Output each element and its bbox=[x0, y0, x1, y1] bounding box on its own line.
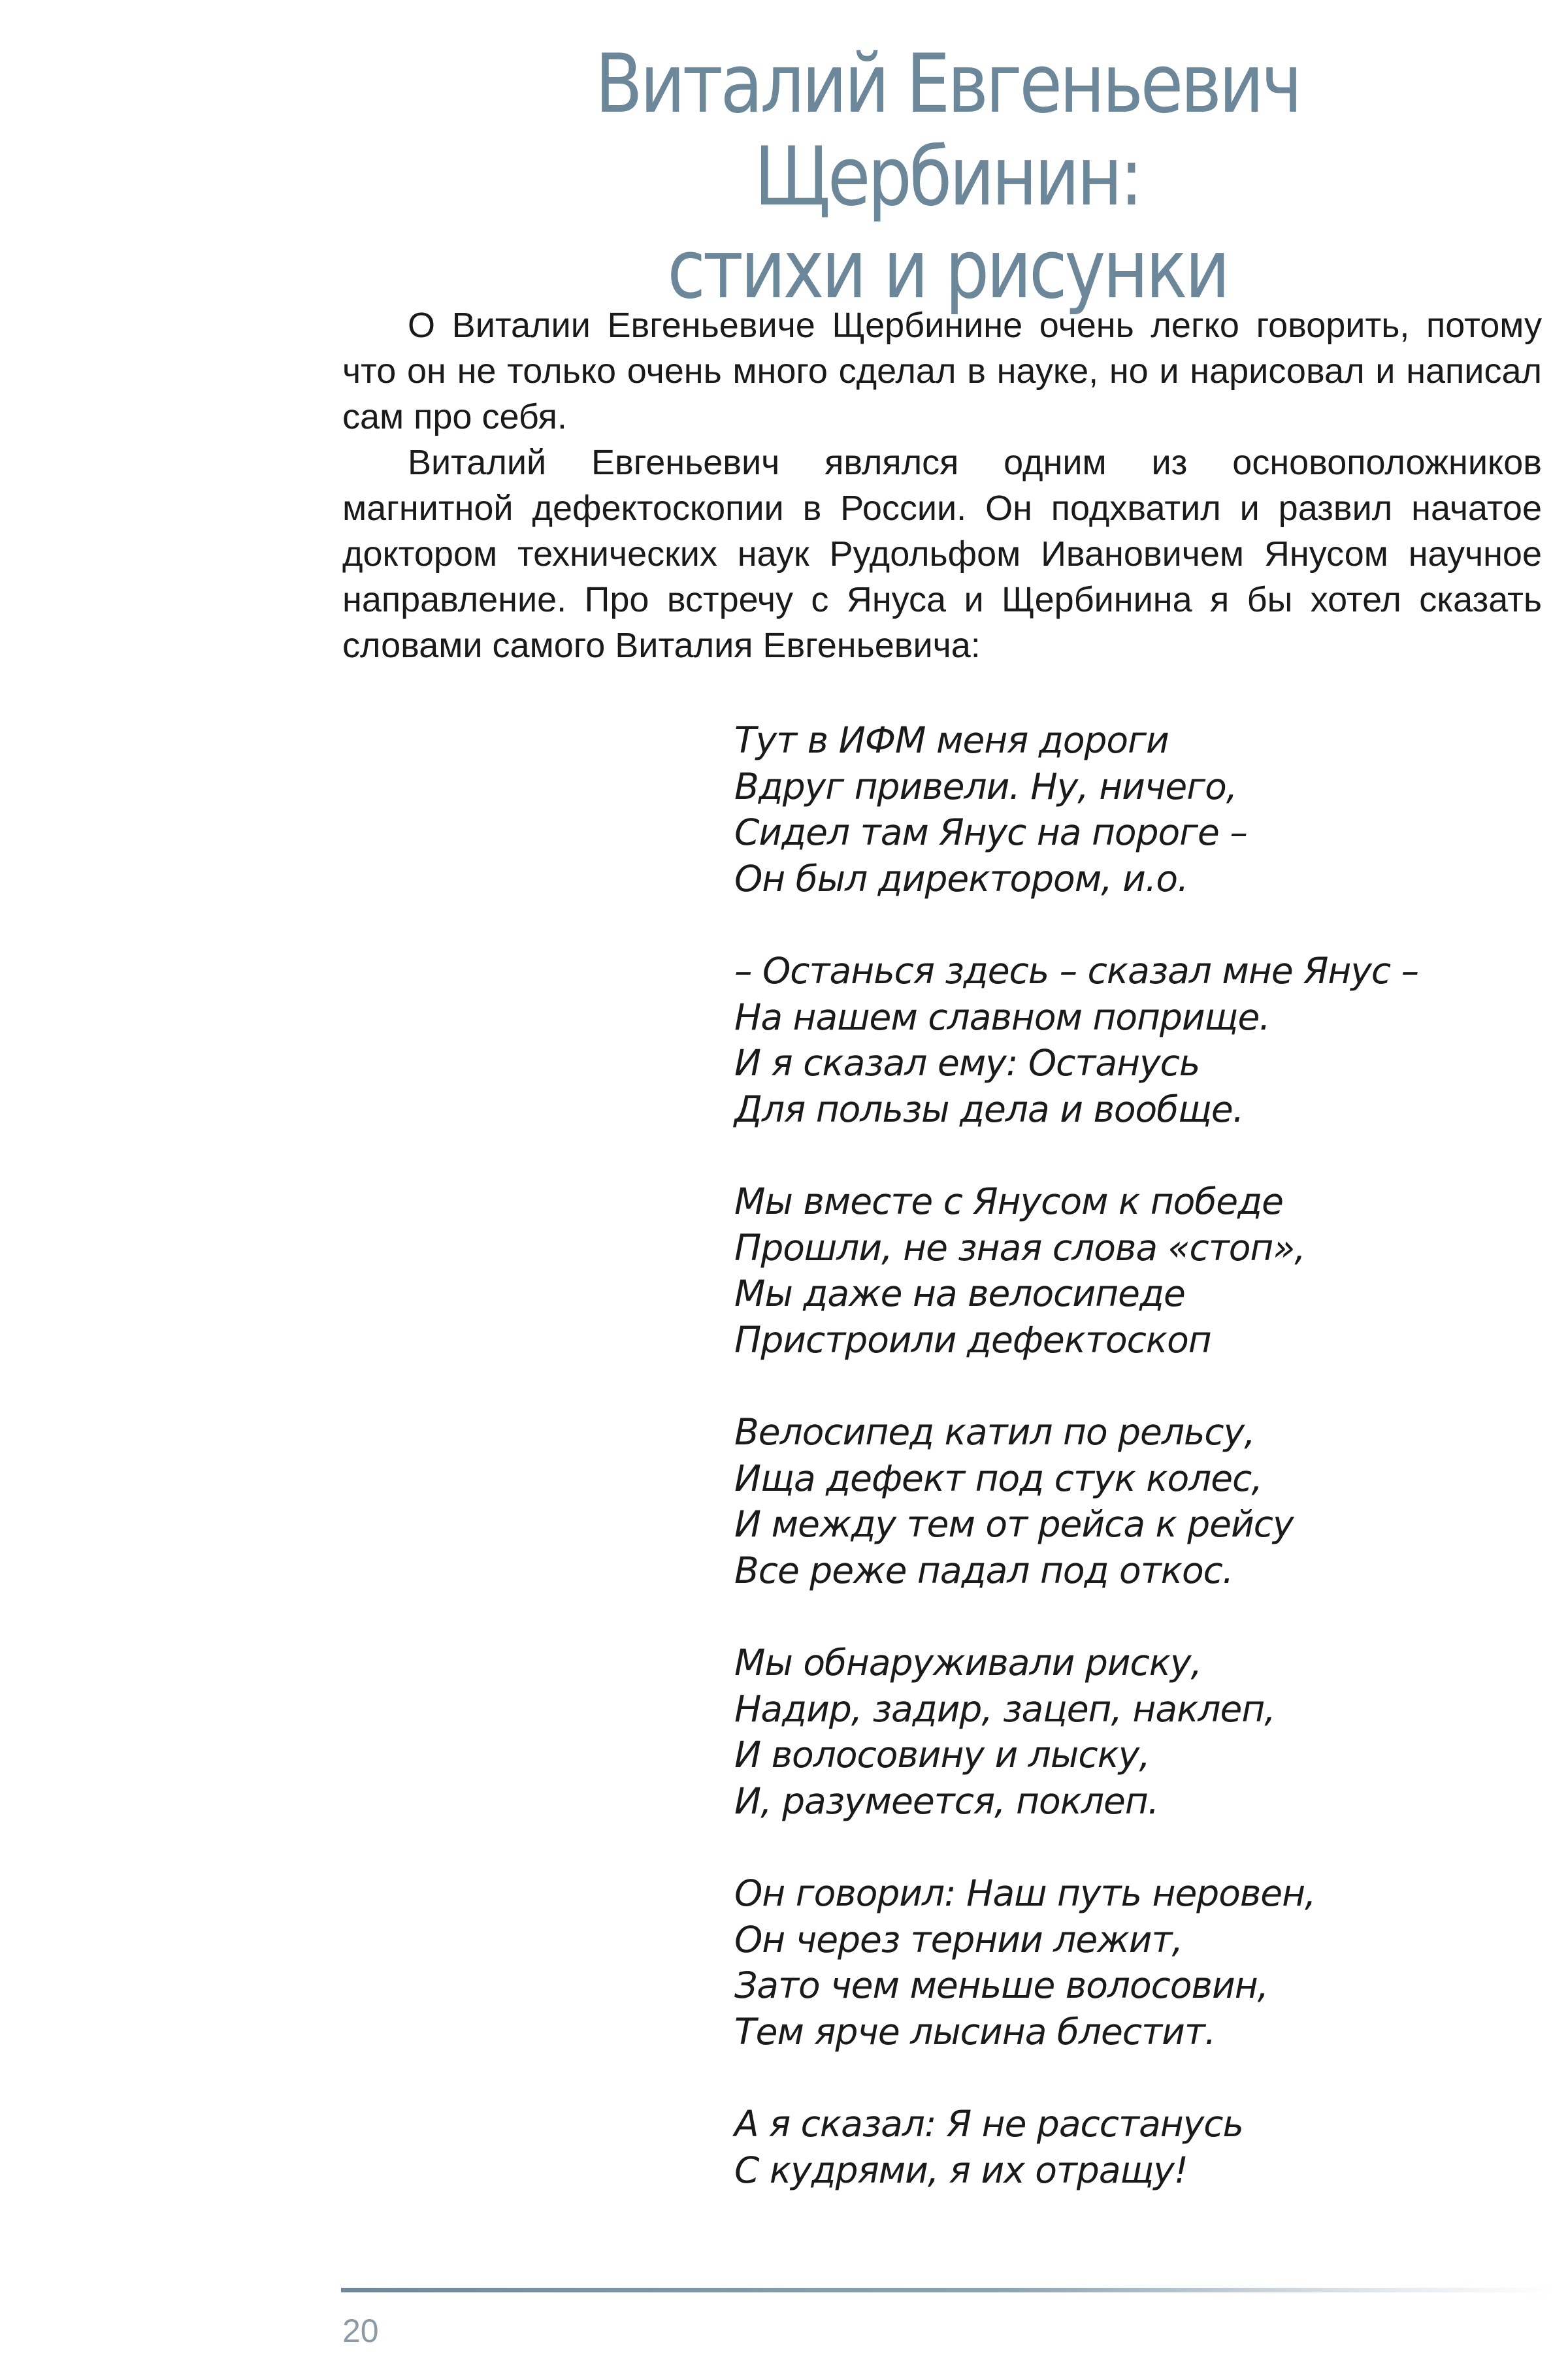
poem-line: Он был директором, и.о. bbox=[734, 857, 1188, 900]
poem-line: Он говорил: Наш путь неровен, bbox=[734, 1872, 1316, 1914]
poem-line: Тем ярче лысина блестит. bbox=[734, 2010, 1216, 2053]
poem-line: И, разумеется, поклеп. bbox=[734, 1780, 1159, 1822]
footer-divider bbox=[341, 2288, 1556, 2292]
poem-line: Мы вместе с Янусом к победе bbox=[734, 1180, 1283, 1222]
poem-line: Тут в ИФМ меня дороги bbox=[734, 719, 1169, 761]
poem-line: На нашем славном поприще. bbox=[734, 996, 1270, 1038]
poem-line: Для пользы дела и вообще. bbox=[734, 1088, 1244, 1130]
poem-line: Он через тернии лежит, bbox=[734, 1918, 1183, 1960]
poem-stanza bbox=[734, 1409, 1544, 1593]
poem-stanza bbox=[734, 2101, 1544, 2193]
page-number: 20 bbox=[342, 2313, 379, 2349]
intro-paragraph-2: Виталий Евгеньевич являлся одним из основоположников магнитной дефектоскопии в России. Он подхватил и развил начатое доктором технических наук Рудольфом Ивановичем Янусом научное направление. Про встречу с Януса и Щербинина я бы хотел сказать словами самого Виталия Евгеньевича: bbox=[342, 443, 1542, 665]
poem-line: С кудрями, я их отращу! bbox=[734, 2149, 1188, 2191]
poem-line: Вдруг привели. Ну, ничего, bbox=[734, 765, 1237, 807]
title-line-1: Виталий Евгеньевич Щербинин: bbox=[595, 37, 1300, 224]
poem-line: Надир, задир, зацеп, наклеп, bbox=[734, 1687, 1275, 1730]
poem-line: И между тем от рейса к рейсу bbox=[734, 1503, 1294, 1545]
poem-stanza bbox=[734, 717, 1544, 902]
poem-stanza bbox=[734, 1179, 1544, 1363]
page-title bbox=[425, 38, 1470, 316]
poem bbox=[734, 717, 1544, 2193]
poem-line: Прошли, не зная слова «стоп», bbox=[734, 1226, 1305, 1269]
title-line-2: стихи и рисунки bbox=[667, 223, 1228, 317]
poem-stanza bbox=[734, 1870, 1544, 2055]
poem-line: Мы даже на велосипеде bbox=[734, 1273, 1185, 1314]
poem-line: Велосипед катил по рельсу, bbox=[734, 1411, 1255, 1453]
poem-stanza bbox=[734, 948, 1544, 1132]
poem-line: Ища дефект под стук колес, bbox=[734, 1457, 1262, 1499]
poem-line: – Останься здесь – сказал мне Янус – bbox=[734, 950, 1419, 992]
poem-line: Мы обнаруживали риску, bbox=[734, 1642, 1201, 1684]
intro-paragraph-1: О Виталии Евгеньевиче Щербинине очень легко говорить, потому что он не только очень много сделал в науке, но и нарисовал и написал сам про себя. bbox=[342, 306, 1542, 436]
poem-line: И волосовину и лыску, bbox=[734, 1734, 1150, 1776]
poem-line: Сидел там Янус на пороге – bbox=[734, 811, 1247, 853]
poem-stanza bbox=[734, 1640, 1544, 1824]
poem-line: И я сказал ему: Останусь bbox=[734, 1042, 1200, 1084]
poem-line: Зато чем меньше волосовин, bbox=[734, 1964, 1269, 2006]
poem-line: Все реже падал под откос. bbox=[734, 1549, 1233, 1591]
poem-line: А я сказал: Я не расстанусь bbox=[734, 2103, 1243, 2145]
poem-line: Пристроили дефектоскоп bbox=[734, 1318, 1211, 1361]
intro-text bbox=[342, 302, 1542, 668]
